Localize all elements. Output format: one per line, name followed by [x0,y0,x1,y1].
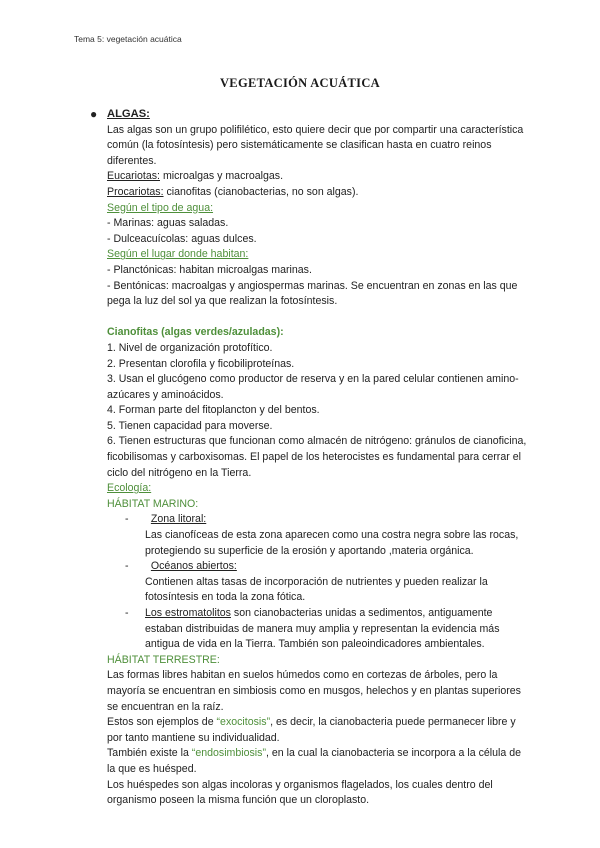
eucariotas-label: Eucariotas: [107,170,160,183]
marinas-line: - Marinas: aguas saladas. [107,217,229,230]
lugar-label: Según el lugar donde habitan: [107,248,249,261]
dash-bullet: - [125,560,129,573]
zona-litoral-title-row [145,512,527,528]
page-title: VEGETACIÓN ACUÁTICA [219,76,380,90]
eucariotas-line [107,169,527,185]
exocitosis-pre: Estos son ejemplos de [107,716,217,729]
cianofitas-item: 2. Presentan clorofila y ficobiliproteínas. [107,357,295,370]
terrestre-text: Las formas libres habitan en suelos húmedos como en cortezas de árboles, pero la mayoría se encuentran en simbiosis como en musgos, helechos y en plantas superiores se encuentran en la raíz. [107,669,521,713]
planctonicas-line: - Planctónicas: habitan microalgas marinas. [107,263,312,276]
oceanos-text: Contienen altas tasas de incorporación de nutrientes y pueden realizar la fotosíntesis en toda la zona fótica. [145,575,488,604]
ecologia-label: Ecología: [107,482,152,495]
estromatolitos-item [125,606,527,653]
document-body [90,107,527,809]
tipo-agua-label: Según el tipo de agua: [107,201,214,214]
algas-heading: ALGAS: [107,108,150,120]
endosimbiosis-term: “endosimbiosis” [191,747,266,760]
cianofitas-heading: Cianofitas (algas verdes/azuladas): [107,326,284,339]
bentonicas-line: - Bentónicas: macroalgas y angiospermas marinas. Se encuentran en zonas en las que pega la luz del sol ya que realizan la fotosíntesis. [107,279,518,308]
exocitosis-post: , es decir, la cianobacteria puede permanecer libre y por tanto mantiene su individualidad. [107,716,516,744]
cianofitas-item: 1. Nivel de organización protofítico. [107,341,273,354]
cianofitas-item: 6. Tienen estructuras que funcionan como almacén de nitrógeno: gránulos de cianoficina, ficobilisomas y carboxisomas. El papel de los heterocistes es fundamental para cerrar el ciclo del nitrógeno en la Tierra. [107,435,527,479]
huespedes-text: Los huéspedes son algas incoloras y organismos flagelados, los cuales dentro del organismo poseen la misma función que un cloroplasto. [107,778,493,807]
spacer [107,310,527,326]
oceanos-title: Océanos abiertos: [150,560,237,573]
bullet-icon: ● [90,107,98,121]
exocitosis-line [107,715,527,746]
cianofitas-item: 4. Forman parte del fitoplancton y del bentos. [107,404,320,417]
oceanos-title-row [145,559,527,575]
algas-intro: Las algas son un grupo polifilético, esto quiere decir que por compartir una característica común (la fotosíntesis) pero sistemáticamente se clasifican hasta en cuatro reinos diferentes. [107,123,524,167]
cianofitas-item: 5. Tienen capacidad para moverse. [107,419,273,432]
procariotas-text: cianofitas (cianobacterias, no son algas). [163,185,359,198]
oceanos-item [125,559,527,606]
algas-heading-row [90,107,527,123]
cianofitas-item: 3. Usan el glucógeno como productor de reserva y en la pared celular contienen amino-azúcares y aminoácidos. [107,373,519,401]
zona-litoral-item [125,512,527,559]
document-header: Tema 5: vegetación acuática [74,34,182,44]
procariotas-line [107,185,527,201]
estromatolitos-text-row [145,606,527,653]
habitat-terrestre-label: HÁBITAT TERRESTRE: [107,653,220,666]
endosimbiosis-pre: También existe la [107,747,192,760]
dash-bullet: - [125,513,129,526]
estromatolitos-title: Los estromatolitos [145,607,231,619]
zona-litoral-text: Las cianofíceas de esta zona aparecen como una costra negra sobre las rocas, protegiendo su superficie de la erosión y aportando ,materia orgánica. [145,529,519,557]
dulceacuicolas-line: - Dulceacuícolas: aguas dulces. [107,232,257,245]
eucariotas-text: microalgas y macroalgas. [160,170,284,183]
endosimbiosis-line [107,746,527,777]
habitat-marino-label: HÁBITAT MARINO: [107,497,199,510]
dash-bullet: - [125,607,129,619]
exocitosis-term: “exocitosis” [216,716,271,729]
procariotas-label: Procariotas: [107,185,164,198]
zona-litoral-title: Zona litoral: [150,513,207,526]
estromatolitos-text: son cianobacterias unidas a sedimentos, antiguamente estaban distribuidas de manera muy amplia y representan la evidencia más antigua de vida en la Tierra. También son paleoindicadores ambientales. [145,607,500,651]
habitat-marino-list [125,512,527,652]
endosimbiosis-post: , en la cual la cianobacteria se incorpora a la célula de la que es huésped. [107,747,521,775]
